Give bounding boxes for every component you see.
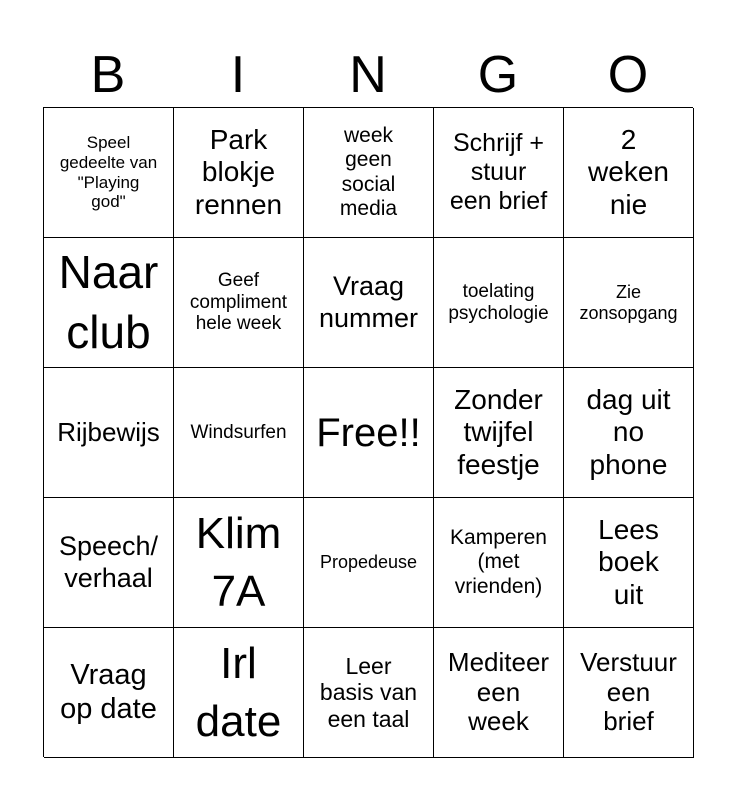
bingo-cell-text: Rijbewijs xyxy=(57,416,160,447)
bingo-cell-r5c4[interactable] xyxy=(434,628,564,758)
bingo-cell-text: Lees boek uit xyxy=(598,514,659,610)
header-letter-o: O xyxy=(607,46,649,104)
bingo-cell-r2c5[interactable] xyxy=(564,238,694,368)
bingo-cell-r3c1[interactable] xyxy=(44,368,174,498)
bingo-cell-text: Free!! xyxy=(316,410,421,455)
bingo-cell-r1c5[interactable] xyxy=(564,108,694,238)
bingo-cell-text: Naar club xyxy=(58,245,159,358)
bingo-header xyxy=(43,42,693,108)
bingo-cell-r3c5[interactable] xyxy=(564,368,694,498)
bingo-cell-r3c4[interactable] xyxy=(434,368,564,498)
bingo-cell-text: toelating psychologie xyxy=(448,280,549,324)
header-letter-b: B xyxy=(90,46,126,104)
bingo-cell-r4c1[interactable] xyxy=(44,498,174,628)
bingo-cell-text: Kamperen (met vrienden) xyxy=(450,526,547,598)
bingo-cell-text: Schrijf + stuur een brief xyxy=(449,129,548,215)
bingo-cell-text: dag uit no phone xyxy=(586,384,671,480)
bingo-cell-text: Speech/ verhaal xyxy=(58,531,159,593)
bingo-cell-r1c3[interactable] xyxy=(304,108,434,238)
bingo-cell-text: Leer basis van een taal xyxy=(319,652,418,732)
header-letter-n: N xyxy=(349,46,387,104)
bingo-cell-text: Vraag op date xyxy=(60,659,157,725)
bingo-cell-r5c2[interactable] xyxy=(174,628,304,758)
bingo-cell-r3c3[interactable] xyxy=(304,368,434,498)
bingo-cell-r4c4[interactable] xyxy=(434,498,564,628)
bingo-cell-r4c5[interactable] xyxy=(564,498,694,628)
bingo-cell-r4c3[interactable] xyxy=(304,498,434,628)
bingo-grid xyxy=(43,107,693,757)
bingo-cell-r1c4[interactable] xyxy=(434,108,564,238)
bingo-cell-text: week geen social media xyxy=(339,124,398,220)
bingo-cell-r4c2[interactable] xyxy=(174,498,304,628)
bingo-cell-r1c1[interactable] xyxy=(44,108,174,238)
bingo-cell-text: Klim 7A xyxy=(195,509,282,616)
bingo-cell-r1c2[interactable] xyxy=(174,108,304,238)
bingo-cell-text: Propedeuse xyxy=(319,552,418,573)
bingo-cell-r5c1[interactable] xyxy=(44,628,174,758)
bingo-cell-text: Park blokje rennen xyxy=(194,124,283,220)
bingo-cell-text: Irl date xyxy=(195,639,282,746)
bingo-cell-text: Zonder twijfel feestje xyxy=(454,384,543,480)
bingo-cell-text: Speel gedeelte van "Playing god" xyxy=(59,133,158,212)
bingo-cell-text: Windsurfen xyxy=(190,421,287,443)
bingo-cell-text: Vraag nummer xyxy=(318,271,419,333)
bingo-cell-r5c5[interactable] xyxy=(564,628,694,758)
bingo-cell-r3c2[interactable] xyxy=(174,368,304,498)
bingo-cell-r2c3[interactable] xyxy=(304,238,434,368)
bingo-cell-r2c1[interactable] xyxy=(44,238,174,368)
bingo-cell-text: Mediteer een week xyxy=(447,646,550,737)
bingo-cell-r2c4[interactable] xyxy=(434,238,564,368)
bingo-cell-r2c2[interactable] xyxy=(174,238,304,368)
header-letter-g: G xyxy=(477,46,519,104)
header-letter-i: I xyxy=(230,46,246,104)
bingo-cell-r5c3[interactable] xyxy=(304,628,434,758)
bingo-cell-text: Geef compliment hele week xyxy=(189,269,288,335)
bingo-cell-text: 2 weken nie xyxy=(588,124,669,220)
bingo-cell-text: Zie zonsopgang xyxy=(579,281,678,323)
bingo-cell-text: Verstuur een brief xyxy=(580,646,677,737)
